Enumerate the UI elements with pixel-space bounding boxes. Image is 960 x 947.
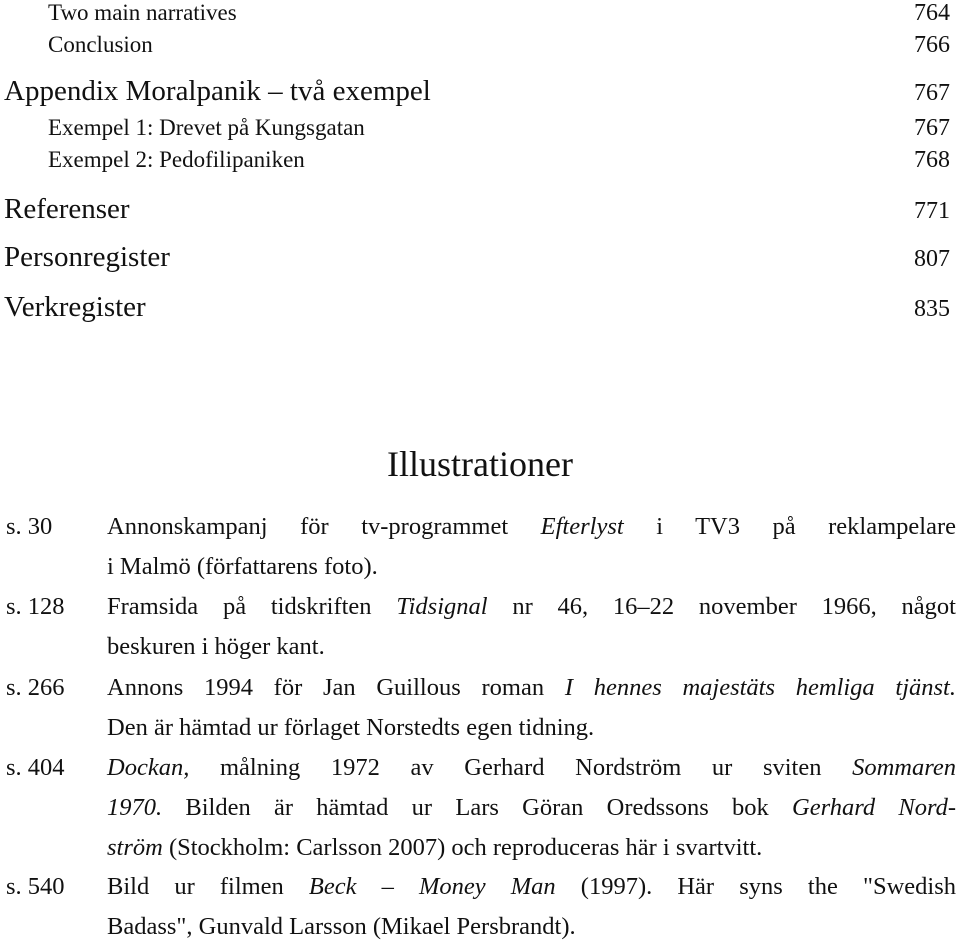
italic-title-text: Beck – Money Man [308,873,556,900]
toc-entry [0,0,950,27]
caption-text: Bilden är hämtad ur Lars Göran Oredssons bok [162,794,793,821]
caption-text: i Malmö (författarens foto). [107,553,378,580]
caption-text: målning 1972 av Gerhard Nordström ur sviten [189,754,853,781]
caption-line [107,627,956,667]
caption-text: (1997). Här syns the "Swedish [555,873,956,900]
toc-entry [0,291,950,324]
italic-title-text: ström [107,834,163,861]
illustration-caption [107,507,956,587]
caption-text: beskuren i höger kant. [107,633,325,660]
illustration-page-ref: s. 30 [6,513,53,540]
illustration-page-ref: s. 128 [6,593,65,620]
toc-entry-title: Appendix Moralpanik – två exempel [4,75,431,107]
italic-title-text: Gerhard Nord- [792,794,956,821]
illustrations-heading: Illustrationer [387,444,573,484]
caption-text: Den är hämtad ur förlaget Norstedts egen tidning. [107,714,595,741]
toc-entry-title: Referenser [4,193,130,225]
illustration-page-ref: s. 404 [6,754,65,781]
caption-text: Annons 1994 för Jan Guillous roman [107,674,565,701]
toc-entry-title: Verkregister [4,291,146,323]
toc-entry-page: 807 [914,246,950,272]
toc-entry-title: Exempel 2: Pedofilipaniken [48,147,305,172]
toc-entry-page: 835 [914,296,950,322]
caption-line [107,708,956,748]
caption-line [107,828,956,868]
toc-entry-page: 766 [914,32,950,58]
caption-text: Badass", Gunvald Larsson (Mikael Persbrandt). [107,913,576,940]
toc-entry-title: Exempel 1: Drevet på Kungsgatan [48,115,365,140]
caption-line [107,867,956,907]
italic-title-text: Dockan, [107,754,190,781]
toc-entry-title: Two main narratives [48,0,237,25]
caption-text: Framsida på tidskriften [107,593,397,620]
caption-line [107,907,956,947]
illustration-caption [107,867,956,947]
caption-text: Annonskampanj för tv-programmet [107,513,541,540]
toc-entry-title: Personregister [4,241,170,273]
toc-entry-page: 767 [914,115,950,141]
caption-line [107,788,956,828]
toc-entry-page: 768 [914,147,950,173]
caption-line [107,587,956,627]
illustration-page-ref: s. 266 [6,674,65,701]
illustration-caption [107,748,956,868]
caption-line [107,668,956,708]
toc-entry [0,241,950,274]
toc-entry [0,75,950,108]
toc-entry [0,32,950,59]
caption-text: i TV3 på reklampelare [623,513,956,540]
italic-title-text: 1970. [107,794,163,821]
toc-entry [0,115,950,142]
italic-title-text: Sommaren [852,754,956,781]
caption-line [107,547,956,587]
italic-title-text: Efterlyst [540,513,624,540]
illustration-page-ref: s. 540 [6,873,65,900]
toc-entry [0,147,950,174]
caption-text: (Stockholm: Carlsson 2007) och reproduceras här i svartvitt. [162,834,763,861]
toc-entry-page: 771 [914,198,950,224]
caption-line [107,507,956,547]
caption-text: nr 46, 16–22 november 1966, något [487,593,956,620]
toc-entry-title: Conclusion [48,32,153,57]
toc-entry-page: 767 [914,80,950,106]
caption-text: Bild ur filmen [107,873,309,900]
caption-line [107,748,956,788]
illustration-caption [107,587,956,667]
italic-title-text: Tidsignal [396,593,488,620]
italic-title-text: I hennes majestäts hemliga tjänst. [564,674,956,701]
illustration-caption [107,668,956,748]
toc-entry [0,193,950,226]
toc-entry-page: 764 [914,0,950,26]
